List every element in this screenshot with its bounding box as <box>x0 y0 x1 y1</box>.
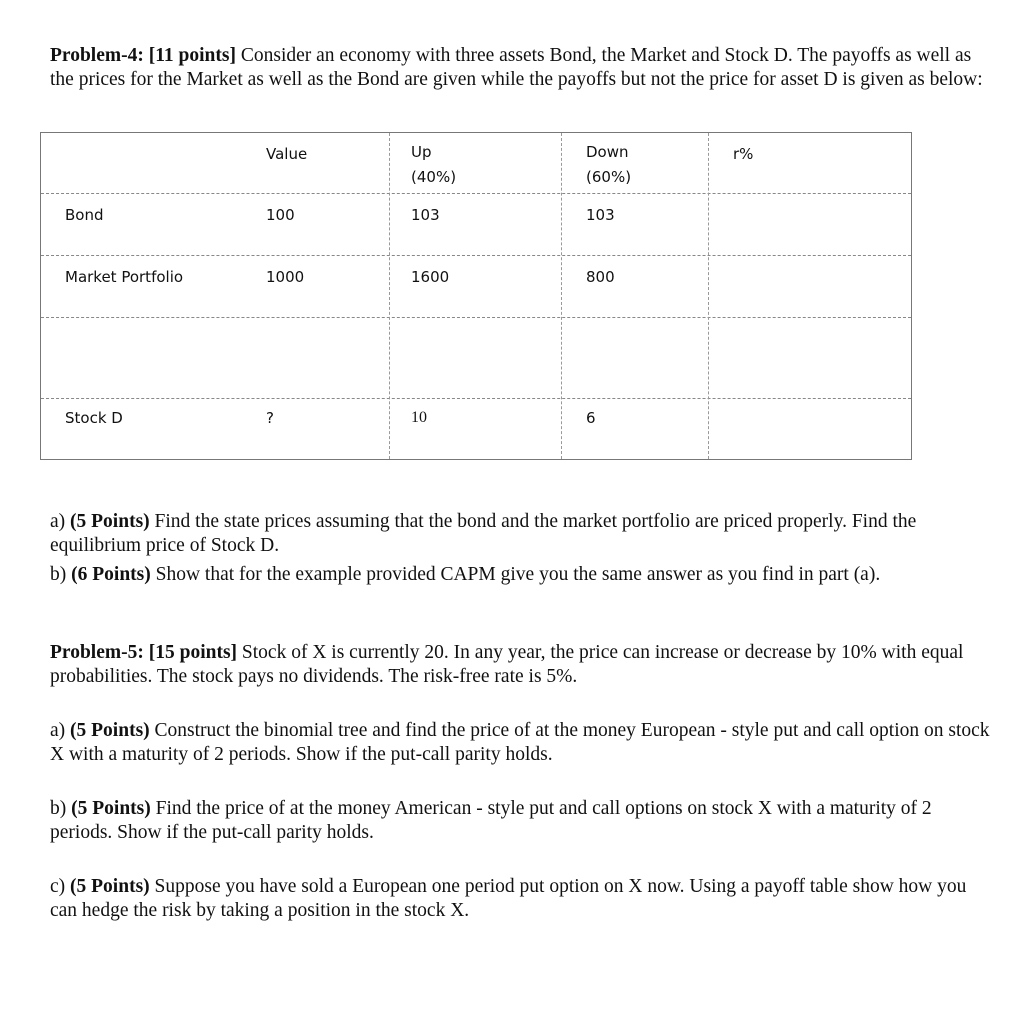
column-divider <box>561 133 562 459</box>
part-points: (6 Points) <box>71 564 151 585</box>
problem5-part-b <box>50 797 995 844</box>
row-stockd-up: 10 <box>411 409 427 426</box>
part-points: (5 Points) <box>70 511 150 532</box>
part-text: Find the state prices assuming that the bond and the market portfolio are priced properly. Find the equilibrium price of Stock D. <box>50 511 917 556</box>
part-points: (5 Points) <box>70 720 150 741</box>
row-divider <box>41 255 911 256</box>
header-down <box>586 140 631 190</box>
header-up-label: Up <box>411 143 432 161</box>
part-points: (5 Points) <box>71 798 151 819</box>
row-market-value: 1000 <box>266 268 305 286</box>
part-label: c) <box>50 876 71 897</box>
part-label: a) <box>50 720 71 741</box>
row-bond-down: 103 <box>586 206 615 224</box>
problem5-part-a <box>50 719 995 766</box>
part-label: a) <box>50 511 71 532</box>
row-stockd-value: ? <box>266 409 274 427</box>
part-label: b) <box>50 564 72 585</box>
header-up <box>411 140 456 190</box>
row-stockd-name: Stock D <box>65 409 123 427</box>
problem4-part-b <box>50 563 995 587</box>
row-divider <box>41 193 911 194</box>
row-market-down: 800 <box>586 268 615 286</box>
row-divider <box>41 317 911 318</box>
problem5-heading: Problem-5: [15 points] <box>50 642 238 663</box>
header-down-label: Down <box>586 143 629 161</box>
part-text: Suppose you have sold a European one period put option on X now. Using a payoff table show how you can hedge the risk by taking a position in the stock X. <box>50 876 967 921</box>
problem4-intro-text: Consider an economy with three assets Bond, the Market and Stock D. The payoffs as well as the prices for the Market as well as the Bond are given while the payoffs but not the price for asset D is given as below: <box>50 45 983 90</box>
column-divider <box>708 133 709 459</box>
problem5-part-c <box>50 875 995 922</box>
row-divider <box>41 398 911 399</box>
row-market-up: 1600 <box>411 268 450 286</box>
column-divider <box>389 133 390 459</box>
part-points: (5 Points) <box>70 876 150 897</box>
problem5-intro <box>50 641 995 688</box>
part-label: b) <box>50 798 72 819</box>
part-text: Find the price of at the money American - style put and call options on stock X with a maturity of 2 periods. Show if the put-call parity holds. <box>50 798 932 843</box>
row-market-name: Market Portfolio <box>65 268 184 286</box>
header-up-probability: (40%) <box>411 168 457 186</box>
problem4-part-a <box>50 510 995 557</box>
part-text: Construct the binomial tree and find the price of at the money European - style put and call option on stock X with a maturity of 2 periods. Show if the put-call parity holds. <box>50 720 990 765</box>
header-value: Value <box>266 145 308 163</box>
header-down-probability: (60%) <box>586 168 632 186</box>
row-bond-value: 100 <box>266 206 295 224</box>
row-stockd-down: 6 <box>586 409 596 427</box>
row-bond-name: Bond <box>65 206 104 224</box>
problem4-heading: Problem-4: [11 points] <box>50 45 236 66</box>
part-text: Show that for the example provided CAPM give you the same answer as you find in part (a). <box>150 564 881 585</box>
payoff-table <box>40 132 912 460</box>
problem5-intro-text: Stock of X is currently 20. In any year, the price can increase or decrease by 10% with equal probabilities. The stock pays no dividends. The risk-free rate is 5%. <box>50 642 964 687</box>
row-bond-up: 103 <box>411 206 440 224</box>
problem4-intro <box>50 44 995 91</box>
header-r: r% <box>733 145 754 163</box>
